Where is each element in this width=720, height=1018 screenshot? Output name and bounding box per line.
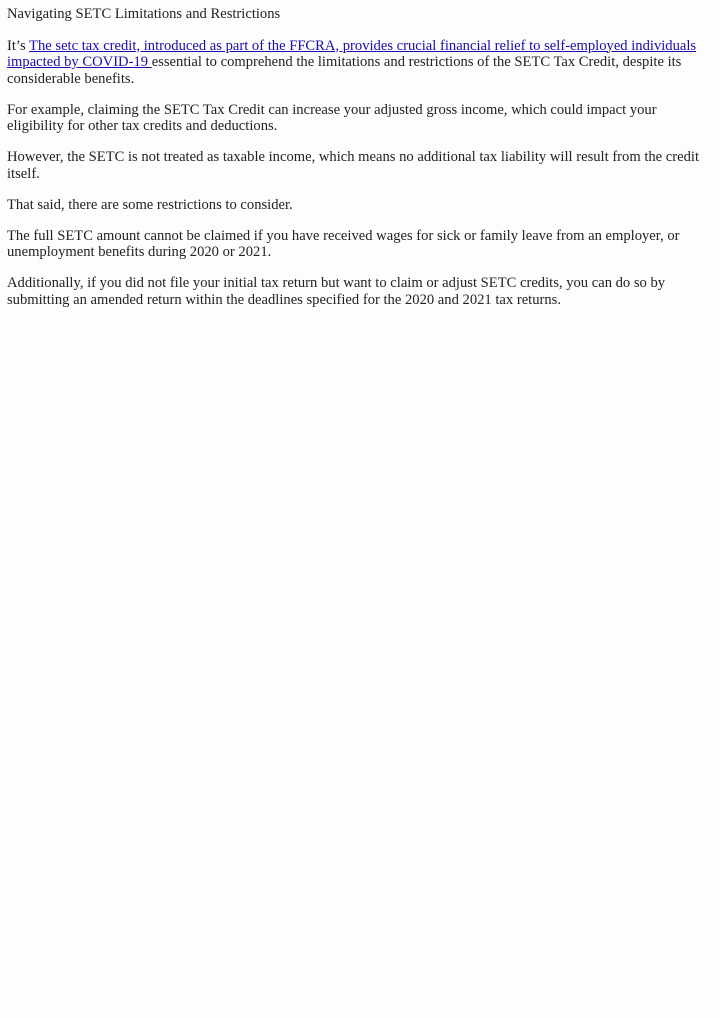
page-title: Navigating SETC Limitations and Restrictions (7, 6, 281, 22)
paragraph-full-amount: The full SETC amount cannot be claimed if you have received wages for sick or family leave from an employer, or unemployment benefits during 2020 or 2021. (7, 227, 680, 260)
paragraph-amended-return: Additionally, if you did not file your initial tax return but want to claim or adjust SETC credits, you can do so by submitting an amended return within the deadlines specified for the 2020 and 2021 tax returns. (7, 275, 666, 308)
paragraph-agi-impact: For example, claiming the SETC Tax Credit can increase your adjusted gross income, which could impact your eligibility for other tax credits and deductions. (7, 101, 657, 134)
paragraph-not-taxable: However, the SETC is not treated as taxable income, which means no additional tax liability will result from the credit itself. (7, 149, 700, 182)
intro-paragraph (7, 38, 707, 88)
document-page (7, 6, 707, 323)
intro-prefix: It’s (7, 37, 30, 54)
paragraph-restrictions: That said, there are some restrictions to consider. (7, 196, 293, 213)
setc-info-link[interactable]: The setc tax credit, introduced as part of the FFCRA, provides crucial financial relief to self-employed individuals impacted by COVID-19 (7, 37, 697, 70)
intro-suffix: essential to comprehend the limitations and restrictions of the SETC Tax Credit, despite its considerable benefits. (7, 54, 682, 87)
